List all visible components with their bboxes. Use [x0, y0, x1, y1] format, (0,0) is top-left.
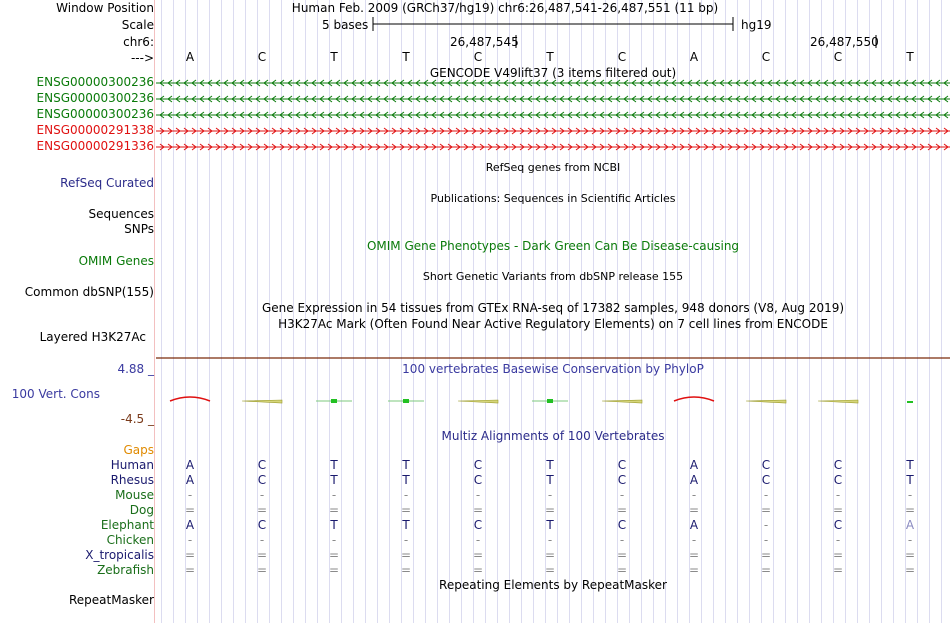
alignment-base: - — [763, 533, 769, 547]
reference-base: T — [330, 50, 338, 64]
alignment-base: = — [760, 563, 772, 577]
alignment-base: = — [400, 563, 412, 577]
alignment-base: A — [689, 458, 699, 472]
alignment-base: A — [689, 518, 699, 532]
alignment-base: A — [185, 458, 195, 472]
reference-base: A — [689, 50, 699, 64]
window-position-label[interactable]: Window Position — [56, 1, 154, 15]
alignment-base: C — [257, 518, 267, 532]
alignment-base: = — [760, 503, 772, 517]
scale-label[interactable]: Scale — [121, 18, 154, 32]
alignment-base: T — [330, 518, 338, 532]
alignment-base: = — [544, 563, 556, 577]
phylop-arrow — [242, 400, 282, 403]
alignment-base: T — [546, 518, 554, 532]
reference-base: C — [761, 50, 771, 64]
alignment-base: = — [472, 563, 484, 577]
alignment-base: C — [617, 518, 627, 532]
alignment-base: - — [187, 533, 193, 547]
multiz-track-title: Multiz Alignments of 100 Vertebrates — [441, 429, 665, 443]
alignment-base: = — [256, 503, 268, 517]
alignment-base: = — [688, 563, 700, 577]
alignment-base: = — [616, 548, 628, 562]
omim-genes-label[interactable]: OMIM Genes — [78, 254, 154, 268]
gencode-track-label[interactable]: ENSG00000300236 — [36, 91, 154, 105]
species-label[interactable]: Zebrafish — [97, 563, 154, 577]
alignment-base: C — [473, 473, 483, 487]
alignment-base: = — [760, 548, 772, 562]
alignment-base: C — [617, 458, 627, 472]
alignment-base: = — [688, 503, 700, 517]
alignment-base: T — [330, 458, 338, 472]
alignment-base: C — [617, 473, 627, 487]
alignment-base: T — [906, 473, 914, 487]
chrom-label[interactable]: chr6: — [123, 35, 154, 49]
alignment-base: = — [904, 563, 916, 577]
alignment-base: - — [331, 533, 337, 547]
alignment-base: = — [472, 503, 484, 517]
alignment-base: - — [475, 533, 481, 547]
alignment-base: = — [400, 503, 412, 517]
alignment-base: - — [907, 533, 913, 547]
alignment-base: = — [688, 548, 700, 562]
alignment-base: = — [328, 548, 340, 562]
strand-label[interactable]: ---> — [130, 51, 154, 65]
alignment-base: = — [256, 548, 268, 562]
alignment-base: T — [402, 458, 410, 472]
cons-min-label: -4.5 _ — [120, 412, 154, 426]
alignment-base: - — [763, 488, 769, 502]
conservation-track-title: 100 vertebrates Basewise Conservation by PhyloP — [402, 362, 704, 376]
sequences-label[interactable]: Sequences — [88, 207, 154, 221]
h3k27ac-track-title: H3K27Ac Mark (Often Found Near Active Regulatory Elements) on 7 cell lines from ENCODE — [278, 317, 828, 331]
alignment-base: = — [256, 563, 268, 577]
alignment-base: - — [547, 488, 553, 502]
alignment-base: - — [835, 488, 841, 502]
alignment-base: = — [472, 548, 484, 562]
alignment-base: - — [619, 533, 625, 547]
publications-track-title: Publications: Sequences in Scientific Articles — [430, 192, 676, 205]
alignment-base: C — [473, 458, 483, 472]
alignment-base: T — [906, 458, 914, 472]
alignment-base: A — [185, 473, 195, 487]
alignment-base: = — [400, 548, 412, 562]
gtex-track-title: Gene Expression in 54 tissues from GTEx RNA-seq of 17382 samples, 948 donors (V8, Aug 2019) — [261, 301, 845, 315]
alignment-base: T — [402, 473, 410, 487]
reference-base: T — [546, 50, 554, 64]
alignment-base: - — [547, 533, 553, 547]
dbsnp-track-title: Short Genetic Variants from dbSNP release 155 — [422, 270, 684, 283]
alignment-base: T — [546, 458, 554, 472]
scale-db-text: hg19 — [741, 18, 772, 32]
alignment-base: = — [832, 503, 844, 517]
alignment-base: = — [544, 503, 556, 517]
alignment-base: C — [761, 473, 771, 487]
alignment-base: - — [691, 488, 697, 502]
refseq-track-title: RefSeq genes from NCBI — [485, 161, 621, 174]
species-label[interactable]: Dog — [129, 503, 154, 517]
alignment-base: A — [185, 518, 195, 532]
phylop-arrow — [818, 400, 858, 403]
reference-base: T — [402, 50, 410, 64]
repeatmasker-track-title: Repeating Elements by RepeatMasker — [439, 578, 667, 592]
reference-base: C — [833, 50, 843, 64]
alignment-base: C — [833, 518, 843, 532]
refseq-curated-label[interactable]: RefSeq Curated — [60, 176, 154, 190]
coord-550: 26,487,550 — [810, 35, 879, 49]
alignment-base: - — [835, 533, 841, 547]
gaps-label[interactable]: Gaps — [123, 443, 154, 457]
species-label[interactable]: Chicken — [106, 533, 154, 547]
alignment-base: C — [833, 473, 843, 487]
omim-track-title: OMIM Gene Phenotypes - Dark Green Can Be Disease-causing — [366, 239, 740, 253]
alignment-base: - — [763, 518, 769, 532]
alignment-base: - — [907, 488, 913, 502]
coord-545: 26,487,545 — [450, 35, 519, 49]
alignment-base: T — [402, 518, 410, 532]
phylop-bar — [547, 399, 553, 403]
species-label[interactable]: Human — [110, 458, 154, 472]
gencode-track-label[interactable]: ENSG00000300236 — [36, 107, 154, 121]
alignment-base: = — [904, 503, 916, 517]
alignment-base: T — [330, 473, 338, 487]
alignment-base: = — [832, 548, 844, 562]
alignment-base: = — [184, 548, 196, 562]
common-dbsnp-label[interactable]: Common dbSNP(155) — [24, 285, 154, 299]
phylop-peak — [674, 397, 714, 401]
alignment-base: = — [832, 563, 844, 577]
alignment-base: - — [619, 488, 625, 502]
reference-base: C — [473, 50, 483, 64]
reference-base: C — [617, 50, 627, 64]
alignment-base: - — [187, 488, 193, 502]
alignment-base: - — [403, 533, 409, 547]
alignment-base: - — [259, 488, 265, 502]
phylop-arrow — [602, 400, 642, 403]
alignment-base: = — [904, 548, 916, 562]
gencode-track-label[interactable]: ENSG00000291338 — [36, 123, 154, 137]
phylop-bar — [331, 399, 337, 403]
alignment-base: = — [544, 548, 556, 562]
alignment-base: T — [546, 473, 554, 487]
phylop-arrow — [458, 400, 498, 403]
phylop-bar — [907, 401, 913, 403]
species-label[interactable]: X_tropicalis — [85, 548, 154, 562]
gencode-track-title: GENCODE V49lift37 (3 items filtered out) — [429, 66, 677, 80]
snps-label[interactable]: SNPs — [124, 222, 154, 236]
species-label[interactable]: Mouse — [115, 488, 154, 502]
alignment-base: C — [761, 458, 771, 472]
alignment-base: - — [259, 533, 265, 547]
reference-base: C — [257, 50, 267, 64]
gencode-track-label[interactable]: ENSG00000300236 — [36, 75, 154, 89]
alignment-base: = — [616, 563, 628, 577]
alignment-base: C — [473, 518, 483, 532]
phylop-bar — [403, 399, 409, 403]
phylop-peak — [170, 397, 210, 401]
gencode-track-label[interactable]: ENSG00000291336 — [36, 139, 154, 153]
alignment-base: = — [616, 503, 628, 517]
alignment-base: = — [328, 563, 340, 577]
phylop-arrow — [746, 400, 786, 403]
layered-h3k27ac-label[interactable]: Layered H3K27Ac — [39, 330, 146, 344]
alignment-base: C — [257, 458, 267, 472]
alignment-base: C — [833, 458, 843, 472]
alignment-base: C — [257, 473, 267, 487]
reference-base: A — [185, 50, 195, 64]
species-label[interactable]: Elephant — [100, 518, 154, 532]
alignment-base: - — [475, 488, 481, 502]
vert-cons-label[interactable]: 100 Vert. Cons — [11, 387, 100, 401]
reference-base: T — [906, 50, 914, 64]
scale-bases-text: 5 bases — [322, 18, 369, 32]
alignment-base: = — [184, 503, 196, 517]
alignment-base: = — [328, 503, 340, 517]
alignment-base: - — [691, 533, 697, 547]
assembly-position-text: Human Feb. 2009 (GRCh37/hg19) chr6:26,487,541-26,487,551 (11 bp) — [291, 1, 719, 15]
alignment-base: - — [331, 488, 337, 502]
species-label[interactable]: Rhesus — [110, 473, 154, 487]
alignment-base: = — [184, 563, 196, 577]
alignment-base: A — [905, 518, 915, 532]
alignment-base: A — [689, 473, 699, 487]
alignment-base: - — [403, 488, 409, 502]
cons-max-label: 4.88 _ — [117, 362, 154, 376]
repeatmasker-label[interactable]: RepeatMasker — [68, 593, 154, 607]
